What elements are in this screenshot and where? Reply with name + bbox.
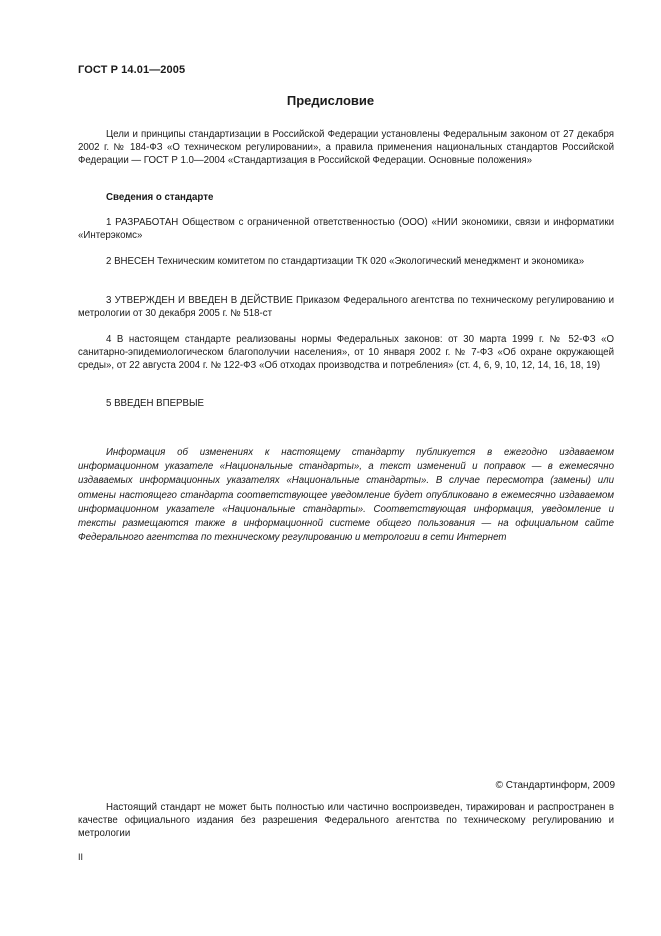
document-code: ГОСТ Р 14.01—2005	[78, 64, 186, 76]
page-title: Предисловие	[286, 93, 375, 108]
info-item-3: 3 УТВЕРЖДЕН И ВВЕДЕН В ДЕЙСТВИЕ Приказом Федерального агентства по техническому регулированию и метрологии от 30 декабря 2005 г. № 518-ст	[78, 295, 614, 320]
changes-info-paragraph: Информация об изменениях к настоящему стандарту публикуется в ежегодно издаваемом информационном указателе «Национальные стандарты», а текст изменений и поправок — в ежемесячно издаваемых информационных указателях «Национальные стандарты». В случае пересмотра (замены) или отмены настоящего стандарта соответствующее уведомление будет опубликовано в ежемесячно издаваемом информационном указателе «Национальные стандарты». Соответствующая информация, уведомление и тексты размещаются также в информационной системе общего пользования — на официальном сайте Федерального агентства по техническому регулированию и метрологии в сети Интернет	[78, 447, 614, 544]
page-number: II	[78, 852, 84, 862]
info-item-5: 5 ВВЕДЕН ВПЕРВЫЕ	[106, 398, 205, 409]
info-item-4: 4 В настоящем стандарте реализованы нормы Федеральных законов: от 30 марта 1999 г. № 52-ФЗ «О санитарно-эпидемиологическом благополучии населения», от 10 января 2002 г. № 7-ФЗ «Об охране окружающей среды», от 22 августа 2004 г. № 122-ФЗ «Об отходах производства и потребления» (ст. 4, 6, 9, 10, 12, 14, 16, 18, 19)	[78, 334, 614, 372]
standard-info-heading: Сведения о стандарте	[106, 192, 214, 203]
info-item-2: 2 ВНЕСЕН Техническим комитетом по стандартизации ТК 020 «Экологический менеджмент и экономика»	[106, 256, 585, 267]
intro-paragraph: Цели и принципы стандартизации в Российской Федерации установлены Федеральным законом от 27 декабря 2002 г. № 184-ФЗ «О техническом регулировании», а правила применения национальных стандартов Российской Федерации — ГОСТ Р 1.0—2004 «Стандартизация в Российской Федерации. Основные положения»	[78, 129, 614, 167]
reproduction-notice: Настоящий стандарт не может быть полностью или частично воспроизведен, тиражирован и распространен в качестве официального издания без разрешения Федерального агентства по техническому регулированию и метрологии	[78, 802, 614, 840]
info-item-1: 1 РАЗРАБОТАН Обществом с ограниченной ответственностью (ООО) «НИИ экономики, связи и информатики «Интерэкомс»	[78, 217, 614, 242]
copyright-line: © Стандартинформ, 2009	[495, 780, 615, 791]
